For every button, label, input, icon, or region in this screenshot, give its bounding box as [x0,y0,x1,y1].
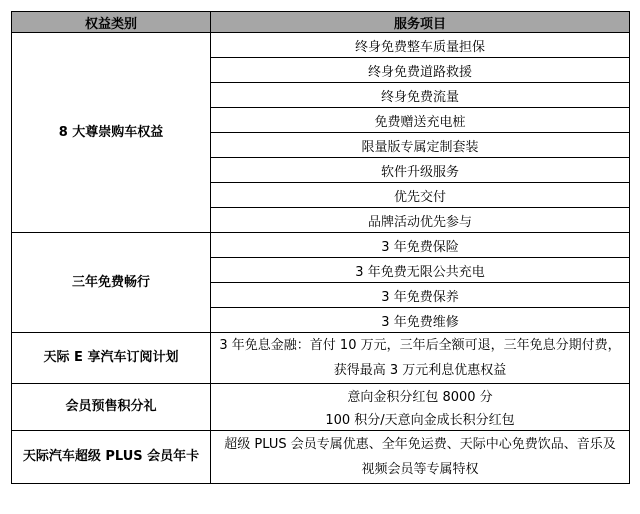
service-item: 终身免费整车质量担保 [211,33,630,58]
header-row [12,12,630,33]
benefits-table-container [11,11,630,484]
table-row [12,333,630,384]
service-item: 100 积分/天意向金成长积分红包 [211,407,630,431]
table-row [12,431,630,484]
service-item: 终身免费道路救援 [211,58,630,83]
service-item: 3 年免息金融：首付 10 万元，三年后全额可退，三年免息分期付费，获得最高 3 万元利息优惠权益 [211,333,630,384]
service-item: 3 年免费维修 [211,308,630,333]
category-cell: 三年免费畅行 [12,233,211,333]
header-category: 权益类别 [12,12,211,33]
service-item: 3 年免费保险 [211,233,630,258]
service-item: 超级 PLUS 会员专属优惠、全年免运费、天际中心免费饮品、音乐及视频会员等专属特权 [211,431,630,484]
service-item: 免费赠送充电桩 [211,108,630,133]
benefits-table [11,11,630,484]
service-item: 3 年免费保养 [211,283,630,308]
category-cell: 会员预售积分礼 [12,384,211,431]
service-item: 意向金积分红包 8000 分 [211,384,630,408]
service-item: 品牌活动优先参与 [211,208,630,233]
category-cell: 8 大尊崇购车权益 [12,33,211,233]
header-service: 服务项目 [211,12,630,33]
service-item: 3 年免费无限公共充电 [211,258,630,283]
service-item: 优先交付 [211,183,630,208]
category-cell: 天际 E 享汽车订阅计划 [12,333,211,384]
service-item: 限量版专属定制套装 [211,133,630,158]
table-row [12,233,630,258]
table-row [12,33,630,58]
service-item: 终身免费流量 [211,83,630,108]
service-item: 软件升级服务 [211,158,630,183]
table-row [12,384,630,408]
category-cell: 天际汽车超级 PLUS 会员年卡 [12,431,211,484]
